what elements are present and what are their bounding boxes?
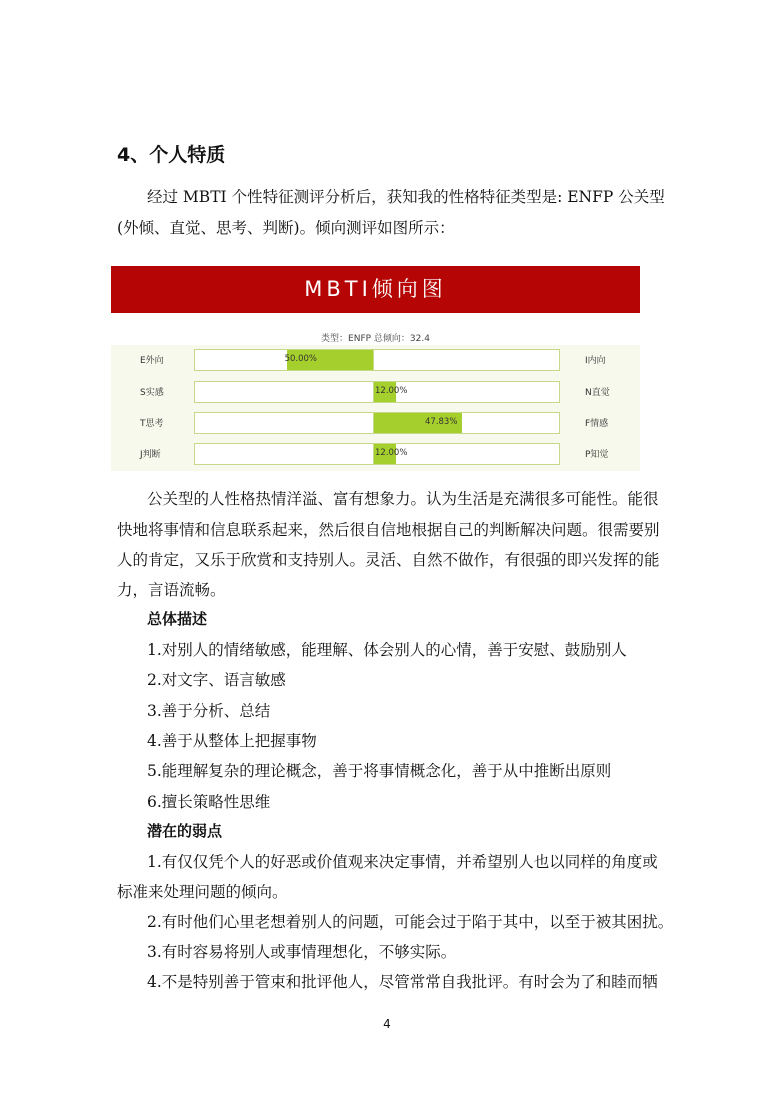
weakness-item-3: 3.有时容易将别人或事情理想化，不够实际。 (147, 943, 457, 961)
mbti-left-label: S实感 (140, 388, 164, 398)
mbti-left-label: E外向 (140, 356, 164, 366)
mbti-left-track (194, 412, 381, 434)
desc-line-4: 力，言语流畅。 (117, 581, 226, 599)
overview-item: 3.善于分析、总结 (147, 702, 271, 720)
mbti-title: MBTI倾向图 (304, 277, 447, 301)
mbti-left-track (194, 443, 381, 465)
desc-line-3: 人的肯定，又乐于欣赏和支持别人。灵活、自然不做作，有很强的即兴发挥的能 (117, 551, 660, 569)
weakness-item-1-line-2: 标准来处理问题的倾向。 (117, 883, 288, 901)
intro-line-1: 经过 MBTI 个性特征测评分析后，获知我的性格特征类型是: ENFP 公关型 (147, 188, 665, 206)
mbti-row (111, 347, 640, 373)
mbti-right-label: F情感 (585, 419, 609, 429)
overview-title: 总体描述 (147, 610, 208, 628)
mbti-row (111, 410, 640, 436)
mbti-left-track (194, 381, 381, 403)
mbti-value-label: 47.83% (425, 417, 458, 427)
mbti-subtitle: 类型：ENFP 总倾向：32.4 (321, 334, 430, 344)
weakness-item-2: 2.有时他们心里老想着别人的问题，可能会过于陷于其中，以至于被其困扰。 (147, 913, 674, 931)
mbti-row (111, 441, 640, 467)
mbti-right-label: N直觉 (585, 388, 610, 398)
mbti-right-track (373, 443, 560, 465)
mbti-value-label: 12.00% (375, 386, 408, 396)
mbti-value-label: 12.00% (375, 448, 408, 458)
mbti-left-label: T思考 (140, 419, 164, 429)
mbti-right-label: P知觉 (585, 450, 609, 460)
mbti-right-track (373, 412, 560, 434)
intro-line-2: (外倾、直觉、思考、判断)。倾向测评如图所示： (117, 219, 455, 237)
mbti-value-label: 50.00% (284, 354, 317, 364)
mbti-left-label: J判断 (140, 450, 161, 460)
desc-line-2: 快地将事情和信息联系起来，然后很自信地根据自己的判断解决问题。很需要别 (117, 521, 660, 539)
overview-item: 1.对别人的情绪敏感，能理解、体会别人的心情，善于安慰、鼓励别人 (147, 641, 627, 659)
mbti-right-track (373, 349, 560, 371)
section-heading: 4、个人特质 (117, 144, 226, 166)
mbti-right-track (373, 381, 560, 403)
overview-item: 6.擅长策略性思维 (147, 793, 271, 811)
overview-item: 4.善于从整体上把握事物 (147, 732, 317, 750)
mbti-right-label: I内向 (585, 356, 606, 366)
page-number: 4 (383, 1017, 391, 1031)
weakness-item-4: 4.不是特别善于管束和批评他人，尽管常常自我批评。有时会为了和睦而牺 (147, 973, 658, 991)
overview-item: 5.能理解复杂的理论概念，善于将事情概念化，善于从中推断出原则 (147, 762, 612, 780)
weakness-item-1-line-1: 1.有仅仅凭个人的好恶或价值观来决定事情，并希望别人也以同样的角度或 (147, 853, 658, 871)
weakness-title: 潜在的弱点 (147, 822, 223, 840)
overview-item: 2.对文字、语言敏感 (147, 671, 286, 689)
mbti-row (111, 379, 640, 405)
desc-line-1: 公关型的人性格热情洋溢、富有想象力。认为生活是充满很多可能性。能很 (147, 490, 659, 508)
mbti-chart (111, 266, 640, 471)
mbti-left-track (194, 349, 381, 371)
